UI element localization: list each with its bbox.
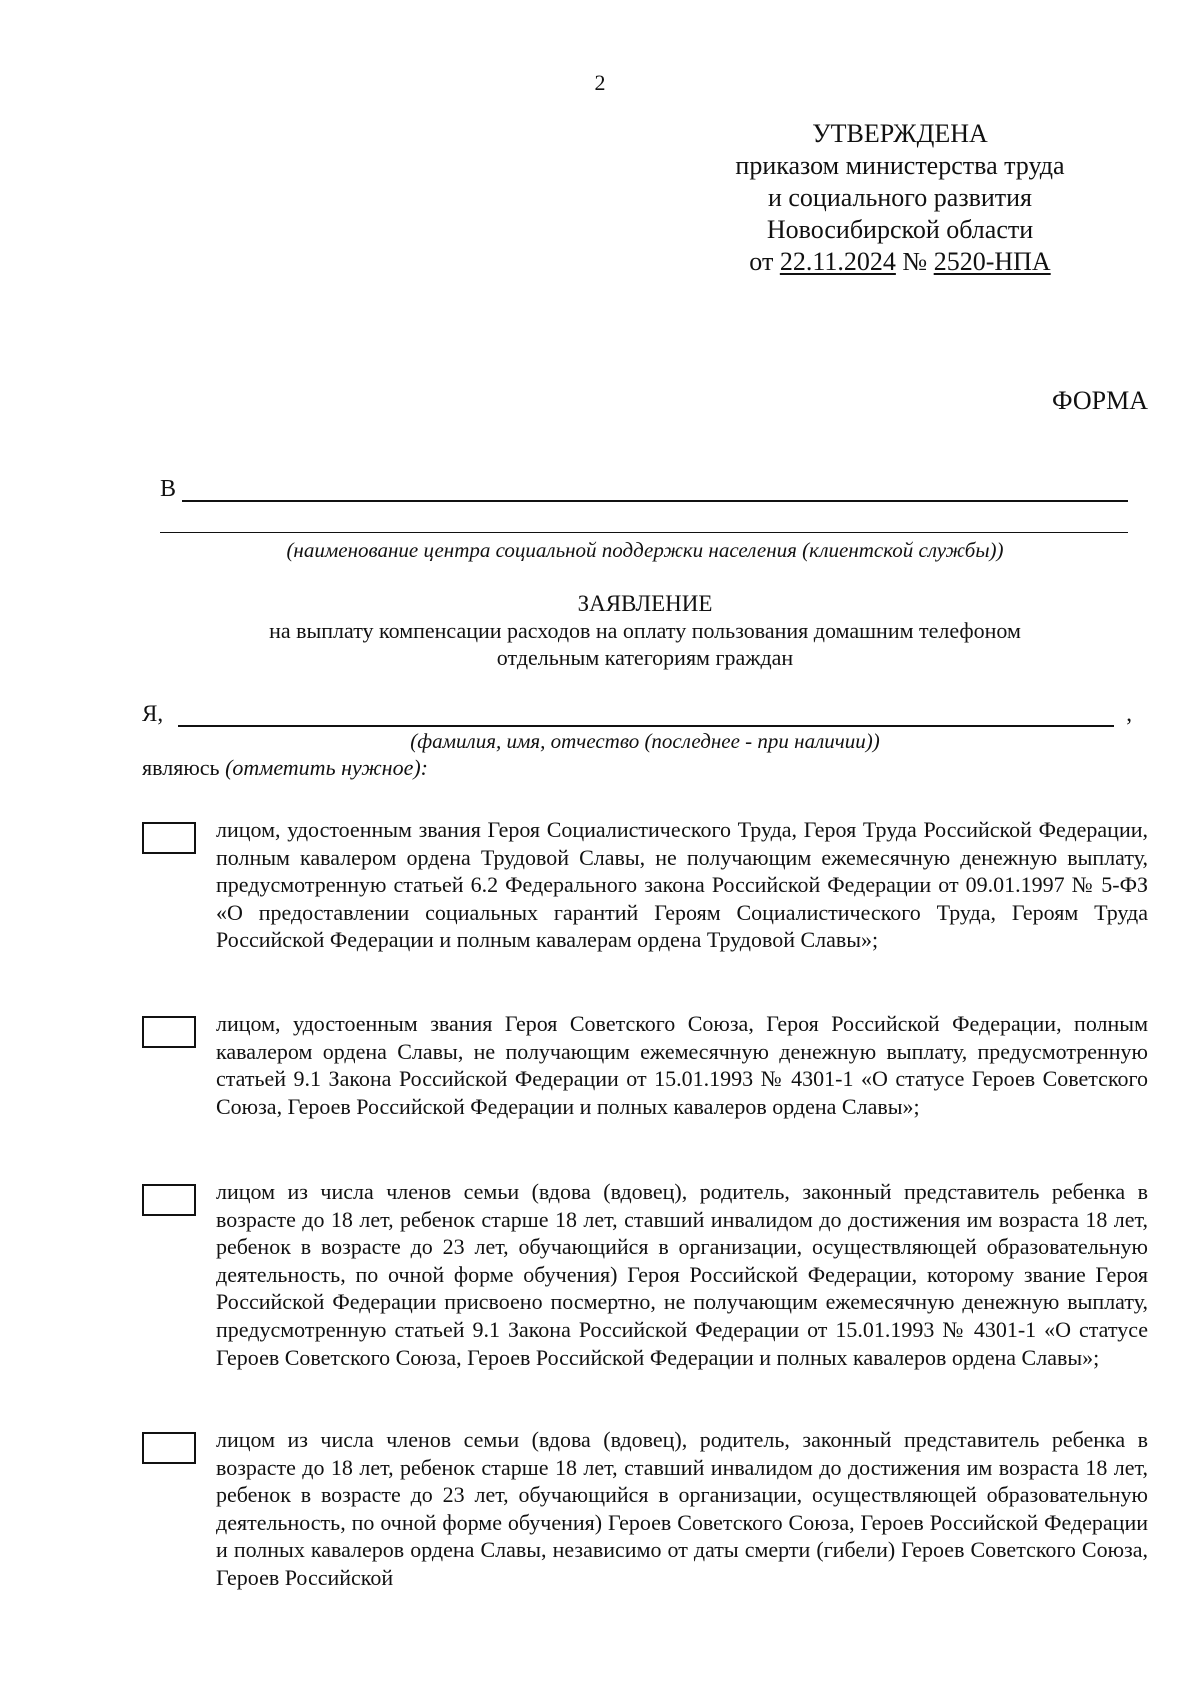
option-text-3: лицом из числа членов семьи (вдова (вдовец), родитель, законный представитель ребенка в возрасте до 18 лет, ребенок старше 18 лет, ставший инвалидом до достижения им возраста 18 лет, ребенок в возрасте до 23 лет, обучающийся в организации, осуществляющей образовательную деятельность, по очной форме обучения) Героя Российской Федерации, которому звание Героя Российской Федерации присвоено посмертно, не получающим ежемесячную денежную выплату, предусмотренную статьей 9.1 Закона Российской Федерации от 15.01.1993 № 4301-1 «О статусе Героев Советского Союза, Героев Российской Федерации и полных кавалеров ордена Славы»;: [216, 1179, 1148, 1370]
option-item-4: [142, 1426, 1148, 1592]
option-checkbox-1[interactable]: [142, 822, 196, 854]
approval-title: УТВЕРЖДЕНА: [812, 119, 988, 148]
applicant-prefix: Я,: [142, 701, 164, 726]
recipient-field[interactable]: [160, 476, 1128, 508]
option-item-2: [142, 1010, 1148, 1120]
approval-date-line: [700, 246, 1100, 278]
option-checkbox-2[interactable]: [142, 1016, 196, 1048]
approval-number: 2520-НПА: [933, 247, 1051, 276]
option-checkbox-3[interactable]: [142, 1184, 196, 1216]
approval-date-prefix: от: [749, 247, 774, 276]
applicant-name-hint: (фамилия, имя, отчество (последнее - при наличии)): [410, 729, 880, 753]
recipient-prefix: В: [160, 476, 177, 502]
status-line: [142, 755, 428, 781]
page-number: 2: [594, 70, 606, 95]
document-subtitle-1: на выплату компенсации расходов на оплату пользования домашним телефоном: [269, 618, 1021, 643]
recipient-input-line[interactable]: [182, 500, 1128, 502]
recipient-hint: (наименование центра социальной поддержки населения (клиентской службы)): [286, 538, 1004, 562]
option-text-2: лицом, удостоенным звания Героя Советского Союза, Героя Российской Федерации, полным кавалером ордена Славы, не получающим ежемесячную денежную выплату, предусмотренную статьей 9.1 Закона Российской Федерации от 15.01.1993 № 4301-1 «О статусе Героев Советского Союза, Героев Российской Федерации и полных кавалеров ордена Славы»;: [216, 1011, 1148, 1119]
approval-line-2: и социального развития: [767, 183, 1033, 212]
document-heading: [0, 590, 1200, 671]
option-checkbox-4[interactable]: [142, 1432, 196, 1464]
recipient-input-line-2[interactable]: [160, 532, 1128, 533]
approval-line-1: приказом министерства труда: [735, 151, 1065, 180]
option-item-3: [142, 1178, 1148, 1371]
document-title: ЗАЯВЛЕНИЕ: [577, 591, 713, 616]
document-subtitle-2: отдельным категориям граждан: [496, 645, 794, 670]
approval-line-3: Новосибирской области: [766, 215, 1034, 244]
applicant-comma: ,: [1126, 701, 1132, 726]
form-label: ФОРМА: [1052, 386, 1148, 415]
option-text-4: лицом из числа членов семьи (вдова (вдовец), родитель, законный представитель ребенка в возрасте до 18 лет, ребенок старше 18 лет, ставший инвалидом до достижения им возраста 18 лет, ребенок в возрасте до 23 лет, обучающийся в организации, осуществляющей образовательную деятельность, по очной форме обучения) Героев Советского Союза, Героев Российской Федерации и полных кавалеров ордена Славы, независимо от даты смерти (гибели) Героев Советского Союза, Героев Российской: [216, 1427, 1148, 1590]
option-text-1: лицом, удостоенным звания Героя Социалистического Труда, Героя Труда Российской Федерации, полным кавалером ордена Трудовой Славы, не получающим ежемесячную денежную выплату, предусмотренную статьей 6.2 Федерального закона Российской Федерации от 09.01.1997 № 5-ФЗ «О предоставлении социальных гарантий Героям Социалистического Труда, Героям Труда Российской Федерации и полным кавалерам ордена Трудовой Славы»;: [216, 817, 1148, 953]
applicant-name-field[interactable]: [142, 701, 1132, 731]
approval-date: 22.11.2024: [779, 247, 896, 276]
approval-number-prefix: №: [902, 247, 928, 276]
status-prefix: являюсь: [142, 755, 220, 780]
applicant-name-input-line[interactable]: [178, 725, 1114, 727]
option-item-1: [142, 816, 1148, 954]
status-hint: (отметить нужное):: [225, 755, 429, 780]
approval-stamp: [700, 118, 1100, 278]
